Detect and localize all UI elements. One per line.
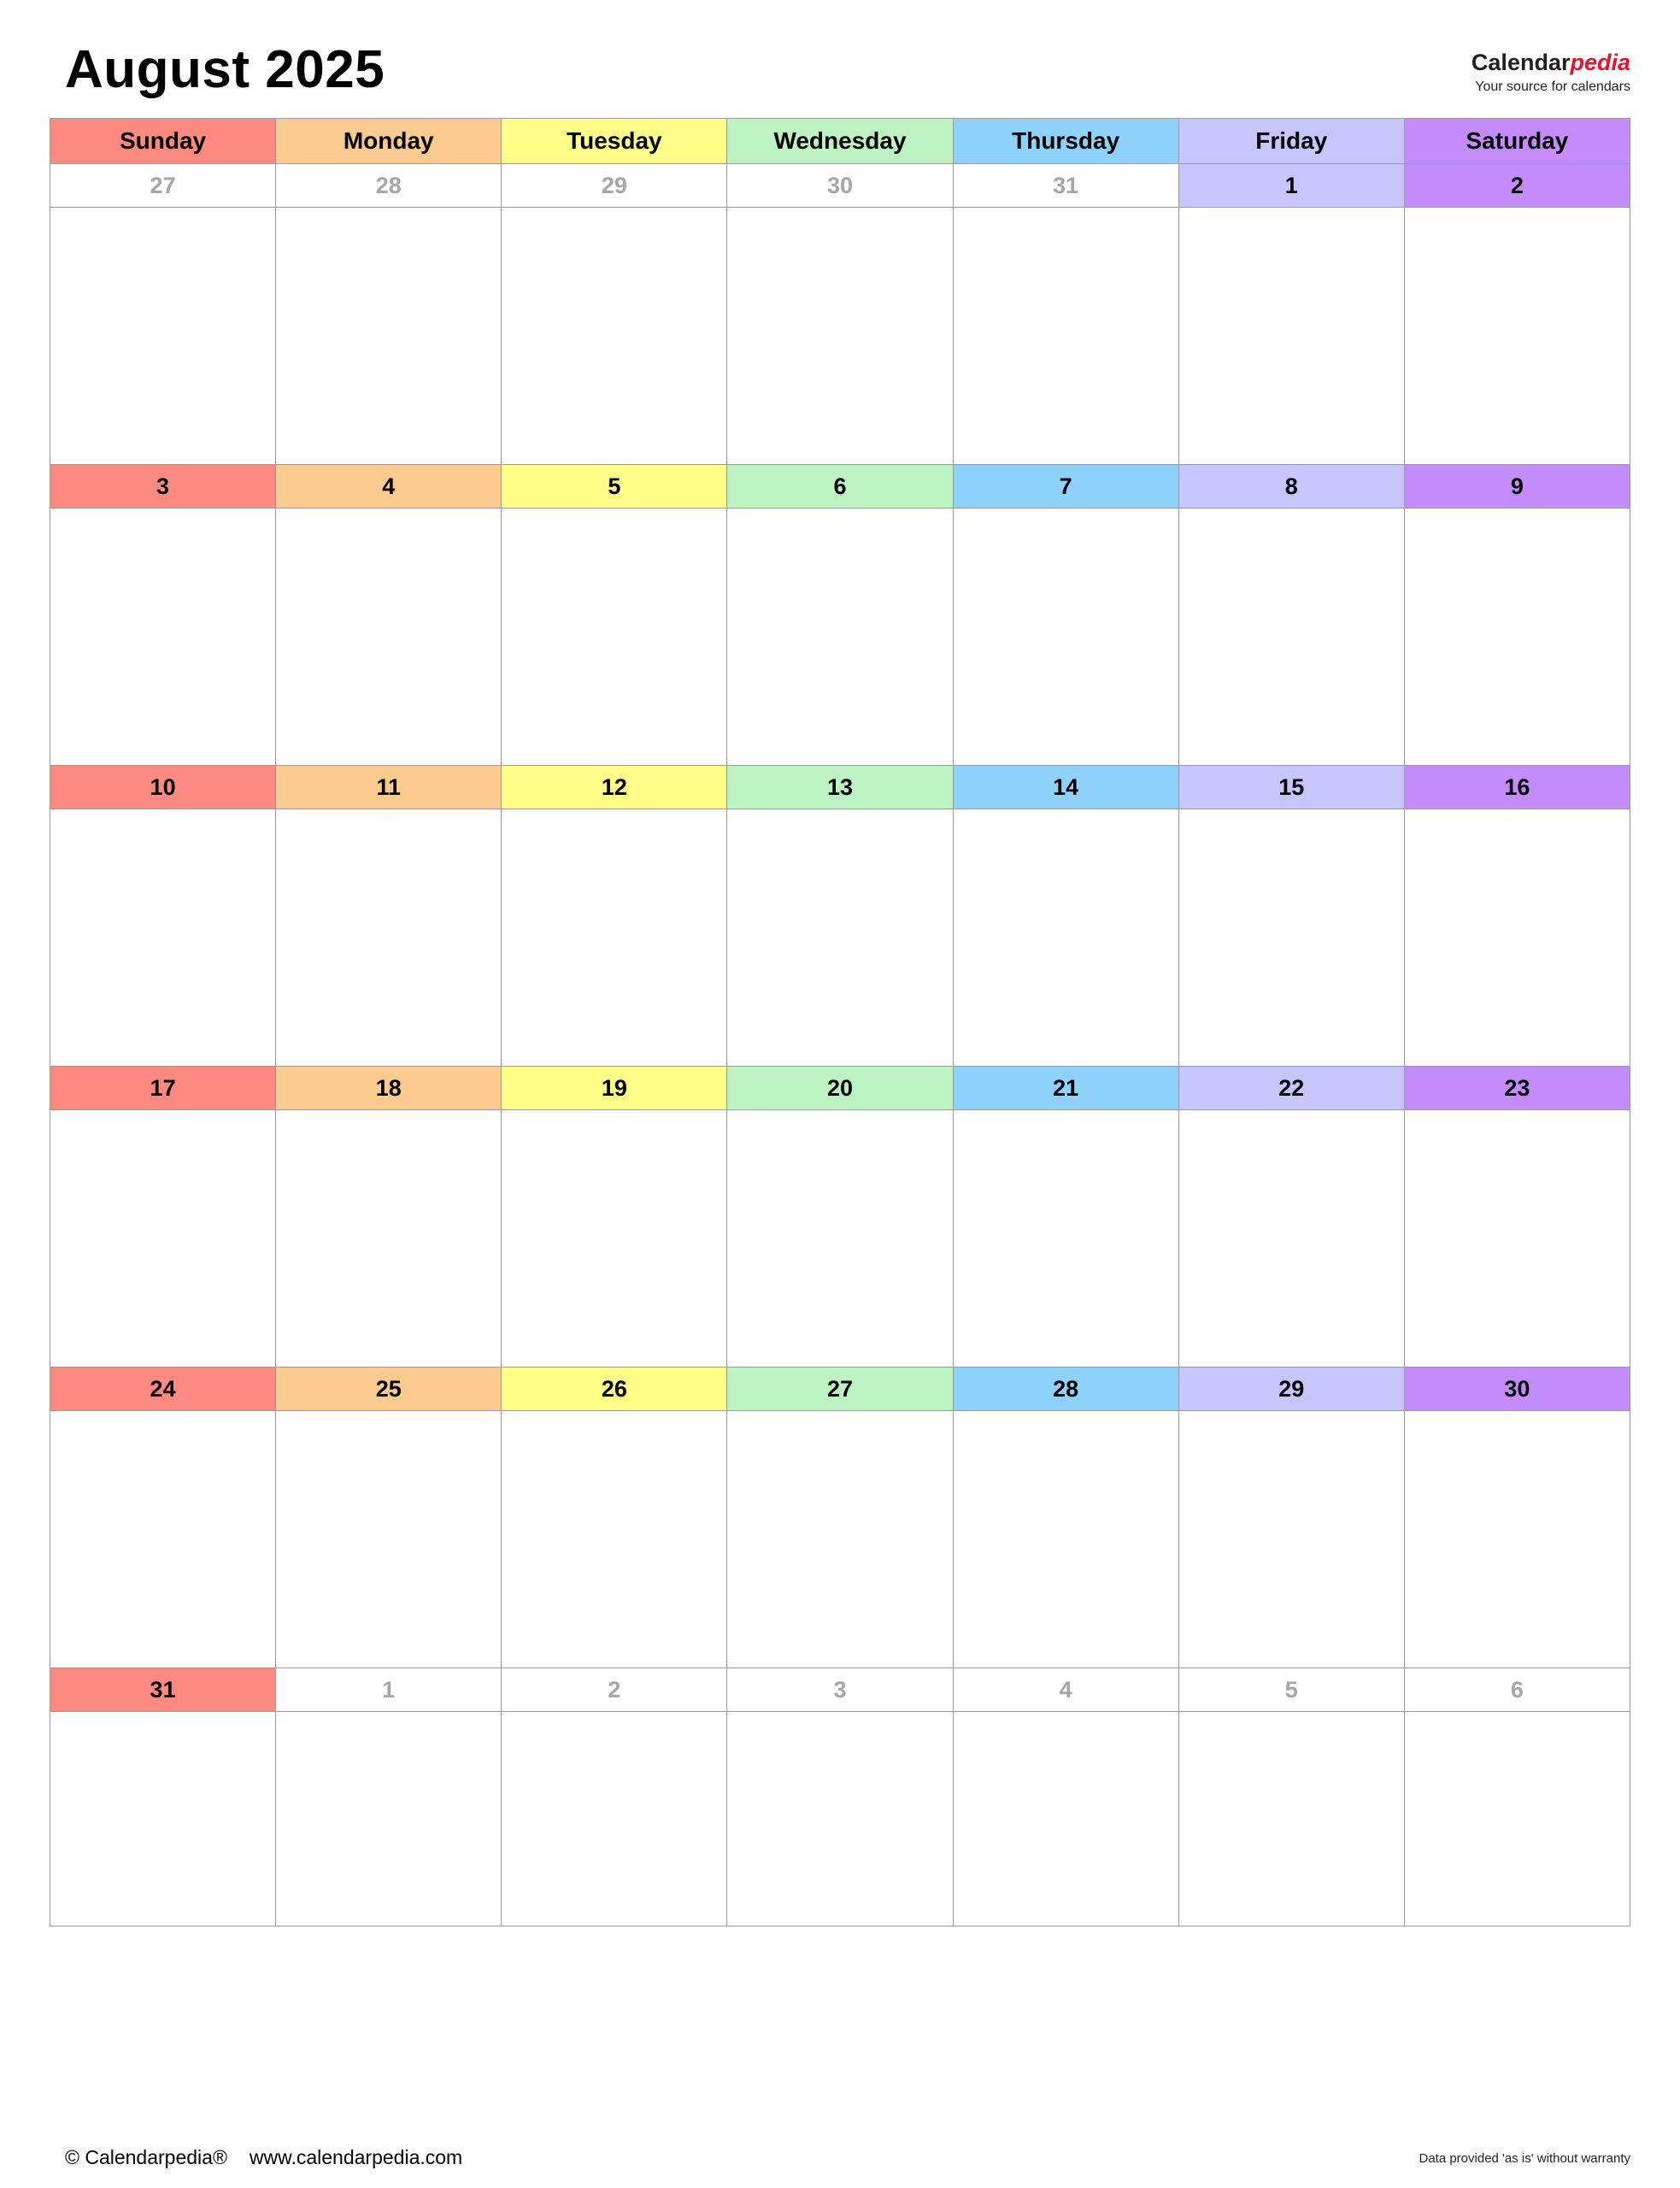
calendar-grid — [50, 118, 1630, 1926]
brand-name-part2: pedia — [1570, 50, 1630, 75]
page-title: August 2025 — [65, 40, 385, 99]
day-number: 11 — [276, 766, 502, 809]
day-number: 6 — [1404, 1668, 1630, 1712]
day-number: 31 — [50, 1668, 276, 1712]
day-number-row — [50, 1668, 1630, 1712]
footer-left — [65, 2146, 462, 2169]
day-cell[interactable] — [1178, 208, 1404, 465]
day-number: 13 — [727, 766, 953, 809]
day-cell[interactable] — [50, 208, 276, 465]
page-header — [50, 34, 1630, 118]
day-cell[interactable] — [276, 208, 502, 465]
day-cell[interactable] — [727, 509, 953, 766]
day-cell[interactable] — [1178, 1712, 1404, 1926]
day-number: 22 — [1178, 1067, 1404, 1110]
day-content-row — [50, 1411, 1630, 1668]
day-number: 6 — [727, 465, 953, 509]
day-cell[interactable] — [502, 1110, 727, 1368]
weekday-header-friday: Friday — [1178, 119, 1404, 164]
weekday-header-sunday: Sunday — [50, 119, 276, 164]
day-number: 23 — [1404, 1067, 1630, 1110]
day-cell[interactable] — [1404, 208, 1630, 465]
day-number: 15 — [1178, 766, 1404, 809]
brand-tagline: Your source for calendars — [1475, 79, 1630, 94]
day-cell[interactable] — [727, 208, 953, 465]
day-cell[interactable] — [50, 1411, 276, 1668]
day-cell[interactable] — [727, 1712, 953, 1926]
day-cell[interactable] — [50, 1110, 276, 1368]
day-cell[interactable] — [1178, 1411, 1404, 1668]
day-number: 27 — [727, 1368, 953, 1411]
day-number: 8 — [1178, 465, 1404, 509]
day-cell[interactable] — [1404, 1712, 1630, 1926]
day-number-row — [50, 465, 1630, 509]
day-content-row — [50, 208, 1630, 465]
day-number: 4 — [953, 1668, 1178, 1712]
day-cell[interactable] — [50, 1712, 276, 1926]
brand-name — [1471, 50, 1630, 77]
day-cell[interactable] — [50, 809, 276, 1067]
day-cell[interactable] — [276, 1712, 502, 1926]
website-link[interactable]: www.calendarpedia.com — [249, 2146, 463, 2168]
day-number: 17 — [50, 1067, 276, 1110]
day-number: 7 — [953, 465, 1178, 509]
day-number: 21 — [953, 1067, 1178, 1110]
day-cell[interactable] — [502, 509, 727, 766]
day-number: 3 — [50, 465, 276, 509]
day-number: 2 — [1404, 164, 1630, 208]
day-number: 28 — [953, 1368, 1178, 1411]
day-number: 19 — [502, 1067, 727, 1110]
weekday-header-thursday: Thursday — [953, 119, 1178, 164]
weekday-header-wednesday: Wednesday — [727, 119, 953, 164]
day-cell[interactable] — [502, 208, 727, 465]
page-footer — [50, 2140, 1630, 2169]
weekday-header-monday: Monday — [276, 119, 502, 164]
day-number: 16 — [1404, 766, 1630, 809]
day-number: 5 — [502, 465, 727, 509]
day-cell[interactable] — [1178, 1110, 1404, 1368]
day-content-row — [50, 809, 1630, 1067]
day-content-row — [50, 1712, 1630, 1926]
day-number-row — [50, 766, 1630, 809]
day-number: 30 — [1404, 1368, 1630, 1411]
day-number: 14 — [953, 766, 1178, 809]
day-number: 29 — [1178, 1368, 1404, 1411]
day-number: 31 — [953, 164, 1178, 208]
day-cell[interactable] — [953, 208, 1178, 465]
day-cell[interactable] — [276, 809, 502, 1067]
weekday-header-row — [50, 119, 1630, 164]
day-number: 28 — [276, 164, 502, 208]
day-cell[interactable] — [953, 1411, 1178, 1668]
day-cell[interactable] — [953, 1712, 1178, 1926]
day-cell[interactable] — [1404, 1110, 1630, 1368]
day-number: 24 — [50, 1368, 276, 1411]
day-number: 1 — [1178, 164, 1404, 208]
day-number: 9 — [1404, 465, 1630, 509]
day-cell[interactable] — [953, 509, 1178, 766]
day-cell[interactable] — [276, 1110, 502, 1368]
day-cell[interactable] — [1404, 809, 1630, 1067]
day-number: 29 — [502, 164, 727, 208]
day-cell[interactable] — [727, 809, 953, 1067]
day-number: 26 — [502, 1368, 727, 1411]
day-cell[interactable] — [953, 809, 1178, 1067]
day-cell[interactable] — [1178, 509, 1404, 766]
day-number: 18 — [276, 1067, 502, 1110]
day-number: 12 — [502, 766, 727, 809]
day-content-row — [50, 509, 1630, 766]
calendar-body — [50, 164, 1630, 1926]
day-number: 4 — [276, 465, 502, 509]
day-cell[interactable] — [502, 1411, 727, 1668]
copyright-text: © Calendarpedia® — [65, 2146, 227, 2168]
day-number: 3 — [727, 1668, 953, 1712]
day-number: 1 — [276, 1668, 502, 1712]
day-number-row — [50, 164, 1630, 208]
day-content-row — [50, 1110, 1630, 1368]
day-cell[interactable] — [727, 1110, 953, 1368]
day-cell[interactable] — [1178, 809, 1404, 1067]
day-cell[interactable] — [276, 509, 502, 766]
weekday-header-saturday: Saturday — [1404, 119, 1630, 164]
day-number-row — [50, 1067, 1630, 1110]
brand-name-part1: Calendar — [1471, 50, 1571, 75]
day-number-row — [50, 1368, 1630, 1411]
day-cell[interactable] — [502, 809, 727, 1067]
day-cell[interactable] — [1404, 1411, 1630, 1668]
day-number: 10 — [50, 766, 276, 809]
day-number: 30 — [727, 164, 953, 208]
brand-logo — [1471, 50, 1630, 96]
day-cell[interactable] — [1404, 509, 1630, 766]
day-cell[interactable] — [50, 509, 276, 766]
day-cell[interactable] — [953, 1110, 1178, 1368]
day-cell[interactable] — [276, 1411, 502, 1668]
weekday-header-tuesday: Tuesday — [502, 119, 727, 164]
day-number: 2 — [502, 1668, 727, 1712]
day-number: 25 — [276, 1368, 502, 1411]
day-number: 27 — [50, 164, 276, 208]
day-cell[interactable] — [502, 1712, 727, 1926]
day-cell[interactable] — [727, 1411, 953, 1668]
day-number: 5 — [1178, 1668, 1404, 1712]
disclaimer-text: Data provided 'as is' without warranty — [1419, 2151, 1630, 2166]
day-number: 20 — [727, 1067, 953, 1110]
